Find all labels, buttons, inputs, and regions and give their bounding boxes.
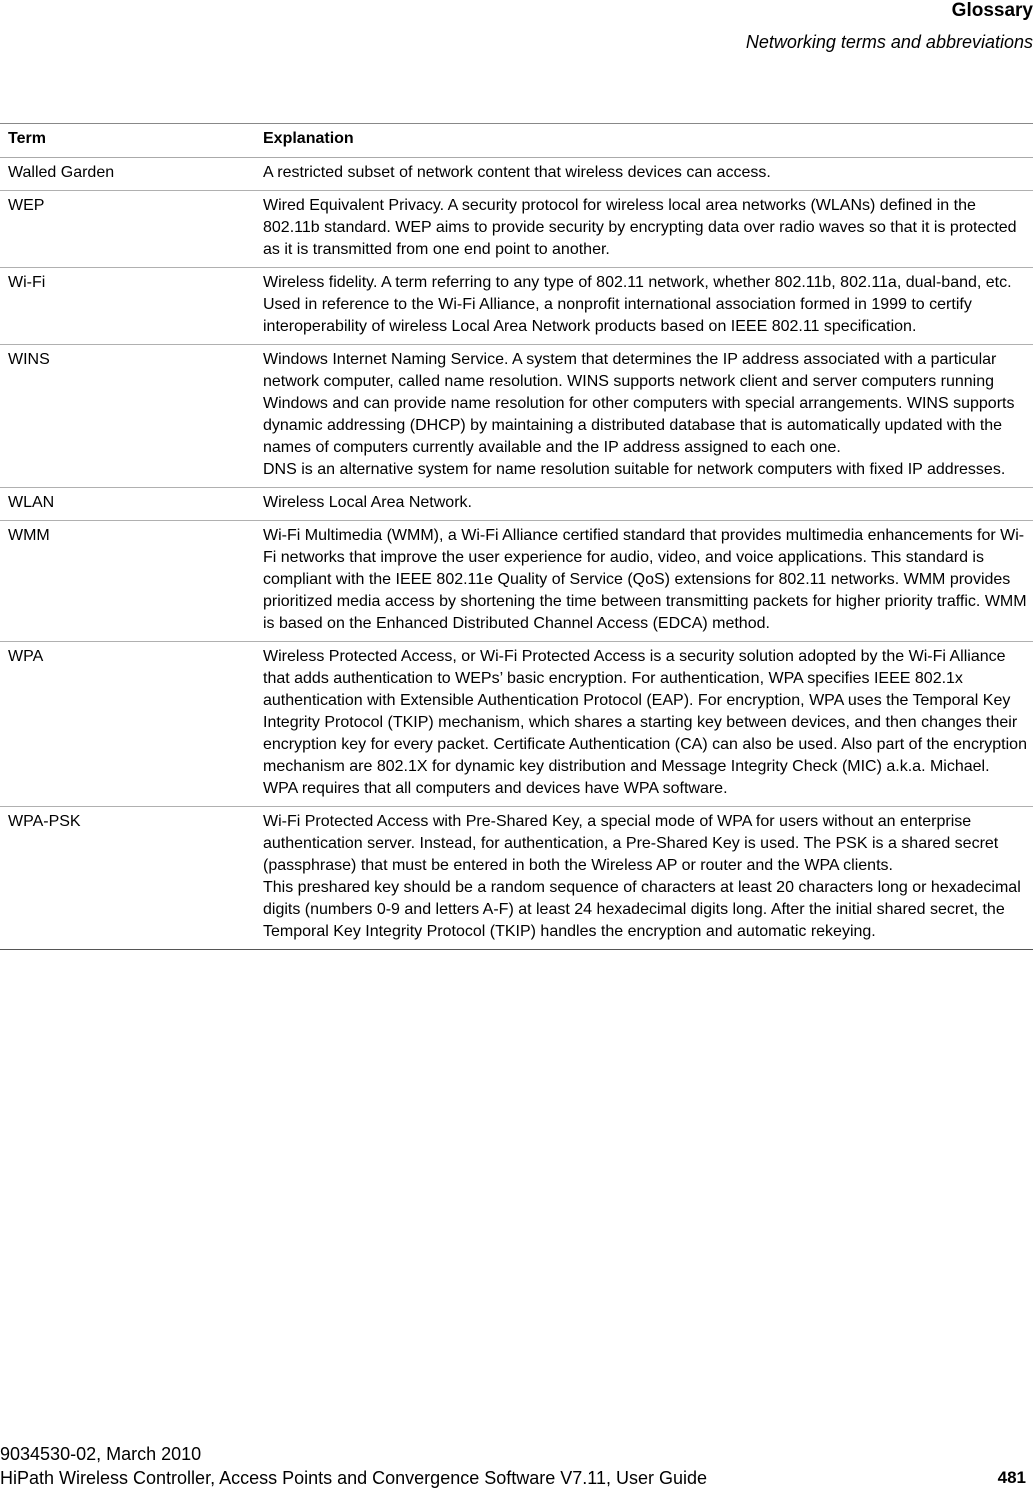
explanation-paragraph: This preshared key should be a random sequence of characters at least 20 characters long or hexadecimal digits (numbers 0-9 and letters A-F) at least 24 hexadecimal digits long. After the initial shared secret, the Temporal Key Integrity Protocol (TKIP) handles the encryption and automatic rekeying. (263, 879, 1021, 940)
explanation-cell (263, 268, 1033, 345)
term-cell: WMM (0, 521, 263, 642)
column-header-explanation: Explanation (263, 124, 1033, 158)
header-subtitle: Networking terms and abbreviations (745, 32, 1033, 52)
explanation-paragraph: Windows Internet Naming Service. A system that determines the IP address associated with a particular network computer, called name resolution. WINS supports network client and server computers running Windows and can provide name resolution for other computers with special arrangements. WINS supports dynamic addressing (DHCP) by maintaining a distributed database that is automatically updated with the names of computers currently available and the IP address assigned to each one. (263, 351, 1015, 456)
explanation-cell (263, 345, 1033, 488)
term-cell: Walled Garden (0, 158, 263, 191)
table-row (0, 807, 1033, 950)
table-row (0, 488, 1033, 521)
term-cell: WINS (0, 345, 263, 488)
term-cell: Wi-Fi (0, 268, 263, 345)
glossary-body (0, 158, 1033, 950)
explanation-cell (263, 521, 1033, 642)
explanation-cell (263, 488, 1033, 521)
explanation-paragraph: Wi-Fi Multimedia (WMM), a Wi-Fi Alliance certified standard that provides multimedia enhancements for Wi-Fi networks that improve the user experience for audio, video, and voice applications. This standard is compliant with the IEEE 802.11e Quality of Service (QoS) extensions for 802.11 networks. WMM provides prioritized media access by shortening the time between transmitting packets for higher priority traffic. WMM is based on the Enhanced Distributed Channel Access (EDCA) method. (263, 527, 1027, 632)
explanation-cell (263, 191, 1033, 268)
explanation-cell (263, 807, 1033, 950)
table-row (0, 521, 1033, 642)
explanation-paragraph: Wireless Protected Access, or Wi-Fi Protected Access is a security solution adopted by the Wi-Fi Alliance that adds authentication to WEPs’ basic encryption. For authentication, WPA specifies IEEE 802.1x authentication with Extensible Authentication Protocol (EAP). For encryption, WPA uses the Temporal Key Integrity Protocol (TKIP) mechanism, which shares a starting key between devices, and then changes their encryption key for every packet. Certificate Authentication (CA) can also be used. Also part of the encryption mechanism are 802.1X for dynamic key distribution and Message Integrity Check (MIC) a.k.a. Michael. (263, 648, 1027, 775)
explanation-paragraph: A restricted subset of network content that wireless devices can access. (263, 164, 771, 181)
table-row (0, 345, 1033, 488)
table-row (0, 158, 1033, 191)
explanation-paragraph: DNS is an alternative system for name resolution suitable for network computers with fixed IP addresses. (263, 461, 1006, 478)
explanation-paragraph: Wireless fidelity. A term referring to any type of 802.11 network, whether 802.11b, 802.11a, dual-band, etc. Used in reference to the Wi-Fi Alliance, a nonprofit international association formed in 1999 to certify interoperability of wireless Local Area Network products based on IEEE 802.11 specification. (263, 274, 1012, 335)
term-cell: WPA (0, 642, 263, 807)
table-row (0, 642, 1033, 807)
page-header (746, 0, 1033, 56)
page-number: 481 (997, 1468, 1026, 1487)
header-title: Glossary (951, 0, 1033, 21)
explanation-paragraph: Wi-Fi Protected Access with Pre-Shared Key, a special mode of WPA for users without an enterprise authentication server. Instead, for authentication, a Pre-Shared Key is used. The PSK is a shared secret (passphrase) that must be entered in both the Wireless AP or router and the WPA clients. (263, 813, 999, 874)
explanation-cell (263, 642, 1033, 807)
table-row (0, 268, 1033, 345)
explanation-paragraph: Wired Equivalent Privacy. A security protocol for wireless local area networks (WLANs) defined in the 802.11b standard. WEP aims to provide security by encrypting data over radio waves so that it is protected as it is transmitted from one end point to another. (263, 197, 1017, 258)
page-footer (0, 1442, 1035, 1490)
table-header-row (0, 124, 1033, 158)
term-cell: WPA-PSK (0, 807, 263, 950)
glossary-table (0, 123, 1033, 950)
column-header-term: Term (0, 124, 263, 158)
footer-guide-title: HiPath Wireless Controller, Access Points and Convergence Software V7.11, User Guide (0, 1468, 708, 1488)
term-cell: WEP (0, 191, 263, 268)
explanation-paragraph: WPA requires that all computers and devices have WPA software. (263, 780, 728, 797)
term-cell: WLAN (0, 488, 263, 521)
explanation-cell (263, 158, 1033, 191)
footer-doc-id: 9034530-02, March 2010 (0, 1444, 202, 1464)
explanation-paragraph: Wireless Local Area Network. (263, 494, 472, 511)
table-row (0, 191, 1033, 268)
